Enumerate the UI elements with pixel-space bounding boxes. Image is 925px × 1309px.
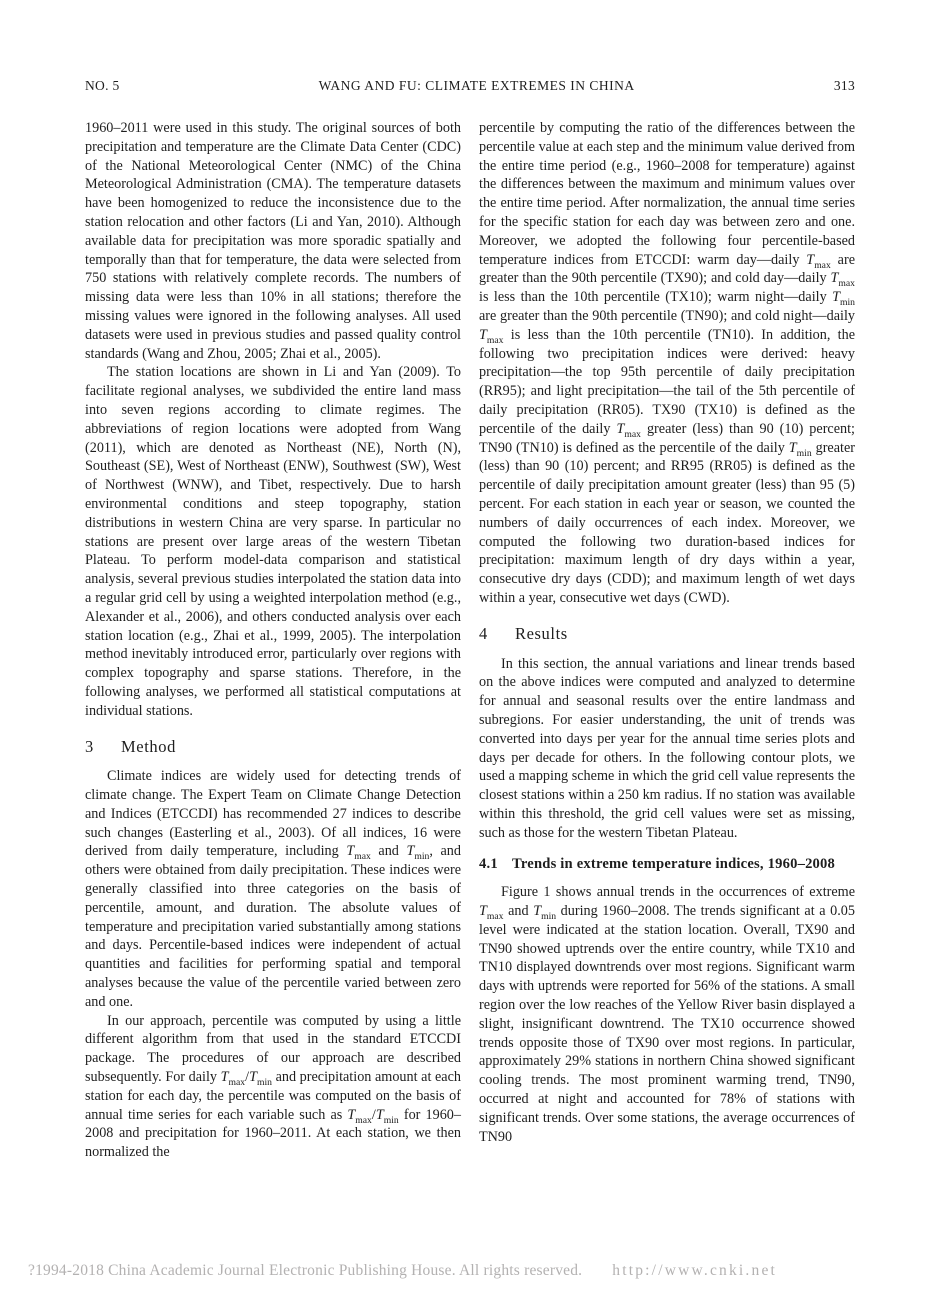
running-title: WANG AND FU: CLIMATE EXTREMES IN CHINA: [318, 78, 635, 93]
right-column: [479, 119, 855, 1162]
section-title: Results: [515, 623, 568, 643]
watermark-copyright: ?1994-2018 China Academic Journal Electronic Publishing House. All rights reserved.: [28, 1262, 583, 1279]
paragraph: In this section, the annual variations and linear trends based on the above indices were computed and analyzed to determine for annual and seasonal results over the entire landmass and subregions. For easier understanding, the unit of trends was converted into days per year for the annual time series plots and days per decade for others. In the following contour plots, we used a mapping scheme in which the grid cell value represents the closest stations within a 250 km radius. If no station was available within this threshold, the grid cell values were set as missing, such as those for the western Tibetan Plateau.: [479, 655, 855, 841]
section-heading-method: [85, 738, 461, 757]
subsection-title: Trends in extreme temperature indices, 1960–2008: [512, 856, 836, 873]
paragraph: The station locations are shown in Li and Yan (2009). To facilitate regional analyses, we subdivided the entire land mass into seven regions according to climate regimes. The abbreviations of region locations were adopted from Wang (2011), which are denoted as Northeast (NE), North (N), Southeast (SE), West of Northeast (ENW), Southwest (SW), West of Northwest (WNW), and Tibet, respectively. Due to harsh environmental conditions and steep topography, station distributions in western China are very sparse. In particular no stations are present over large areas of the western Tibetan Plateau. To perform model-data comparison and statistical analysis, several previous studies interpolated the station data into a regular grid cell by using a weighted interpolation method (e.g., Alexander et al., 2006), and others conducted analysis over each station location (e.g., Zhai et al., 1999, 2005). The interpolation method inevitably introduced error, particularly over regions with complex topography and sparse stations. Therefore, in the following analyses, we performed all statistical computations at individual stations.: [85, 364, 461, 719]
paragraph: Figure 1 shows annual trends in the occurrences of extreme $T_{max}$ and $T_{min}$ during 1960–2008. The trends significant at a 0.05 level were indicated at the station location. Overall, TX90 and TN90 showed uptrends over the entire country, while TX10 and TN10 displayed downtrends over most regions. Significant warm days with uptrends were reported for 56% of the stations. A small region over the low reaches of the Yellow River basin displayed a slight, insignificant downtrend. The TX10 occurrence showed trends opposite those of TX90 over most regions. In particular, approximately 29% stations in northern China showed significant cooling trends. The most prominent warming trend, TN90, occurred at night and accounted for 78% of stations with significant trends. Over some stations, the average occurrences of TN90: [479, 884, 855, 1145]
page-number: 313: [833, 78, 855, 93]
left-column: [85, 119, 461, 1162]
paragraph: percentile by computing the ratio of the differences between the percentile value at each step and the minimum value derived from the entire time period (e.g., 1960–2008 for temperature) against the differences between the maximum and minimum values over the entire time period. After normalization, the annual time series for the specific station for each day was between zero and one. Moreover, we adopted the following four percentile-based temperature indices from ETCCDI: warm day—daily $T_{max}$ are greater than the 90th percentile (TX90); and cold day—daily $T_{max}$ is less than the 10th percentile (TX10); warm night—daily $T_{min}$ are greater than the 90th percentile (TN90); and cold night—daily $T_{max}$ is less than the 10th percentile (TN10). In addition, the following two precipitation indices were derived: heavy precipitation—the top 95th percentile of daily precipitation (RR95); and light precipitation—the tail of the 5th percentile of daily precipitation (RR05). TX90 (TX10) is defined as the percentile of the daily $T_{max}$ greater (less) than 90 (10) percent; TN90 (TN10) is defined as the percentile of the daily $T_{min}$ greater (less) than 90 (10) percent; and RR95 (RR05) is defined as the percentile of daily precipitation amount greater (less) than 95 (5) percent. For each station in each year or season, we counted the numbers of daily occurrences of each index. Moreover, we computed the following two duration-based indices for precipitation: maximum length of dry days within a year, consecutive dry days (CDD); and maximum length of wet days within a year, consecutive wet days (CWD).: [479, 120, 855, 606]
section-number: 4: [479, 623, 488, 643]
section-number: 3: [85, 736, 94, 756]
two-column-body: [85, 119, 855, 1162]
watermark-url: http://www.cnki.net: [612, 1262, 778, 1279]
issue-label: NO. 5: [85, 78, 120, 93]
subsection-heading-trends: [479, 855, 855, 874]
watermark: [28, 1262, 898, 1280]
paragraph: Climate indices are widely used for detecting trends of climate change. The Expert Team on Climate Change Detection and Indices (ETCCDI) has recommended 27 indices to describe such changes (Easterling et al., 2003). Of all indices, 16 were derived from daily temperature, including $T_{max}$ and $T_{min}$, and others were obtained from daily precipitation. These indices were generally classified into three categories on the basis of percentile, amount, and duration. The absolute values of temperature and precipitation varied substantially among stations and days. Percentile-based indices were independent of actual quantities and facilities for performing spatial and temporal analyses because the value of the percentile varied between zero and one.: [85, 768, 461, 1010]
subsection-number: 4.1: [479, 856, 498, 873]
page-header: [85, 78, 855, 94]
section-title: Method: [121, 736, 176, 756]
paragraph: In our approach, percentile was computed by using a little different algorithm from that used in the standard ETCCDI package. The procedures of our approach are described subsequently. For daily $T_{max}/T_{min}$ and precipitation amount at each station for each day, the percentile was computed on the basis of annual time series for each variable such as $T_{max}/T_{min}$ for 1960–2008 and precipitation for 1960–2011. At each station, we then normalized the: [85, 1012, 461, 1161]
section-heading-results: [479, 625, 855, 644]
paragraph: 1960–2011 were used in this study. The original sources of both precipitation and temperature are the Climate Data Center (CDC) of the National Meteorological Center (NMC) of the China Meteorological Administration (CMA). The temperature datasets have been homogenized to reduce the inconsistence due to the station relocation and other factors (Li and Yan, 2010). Although available data for precipitation was more sporadic spatially and temporally than that for temperature, the data were selected from 750 stations with relatively complete records. The numbers of missing data were less than 10% in all stations; therefore the missing values were ignored in the following analyses. All used datasets were used in previous studies and passed quality control standards (Wang and Zhou, 2005; Zhai et al., 2005).: [85, 120, 461, 362]
